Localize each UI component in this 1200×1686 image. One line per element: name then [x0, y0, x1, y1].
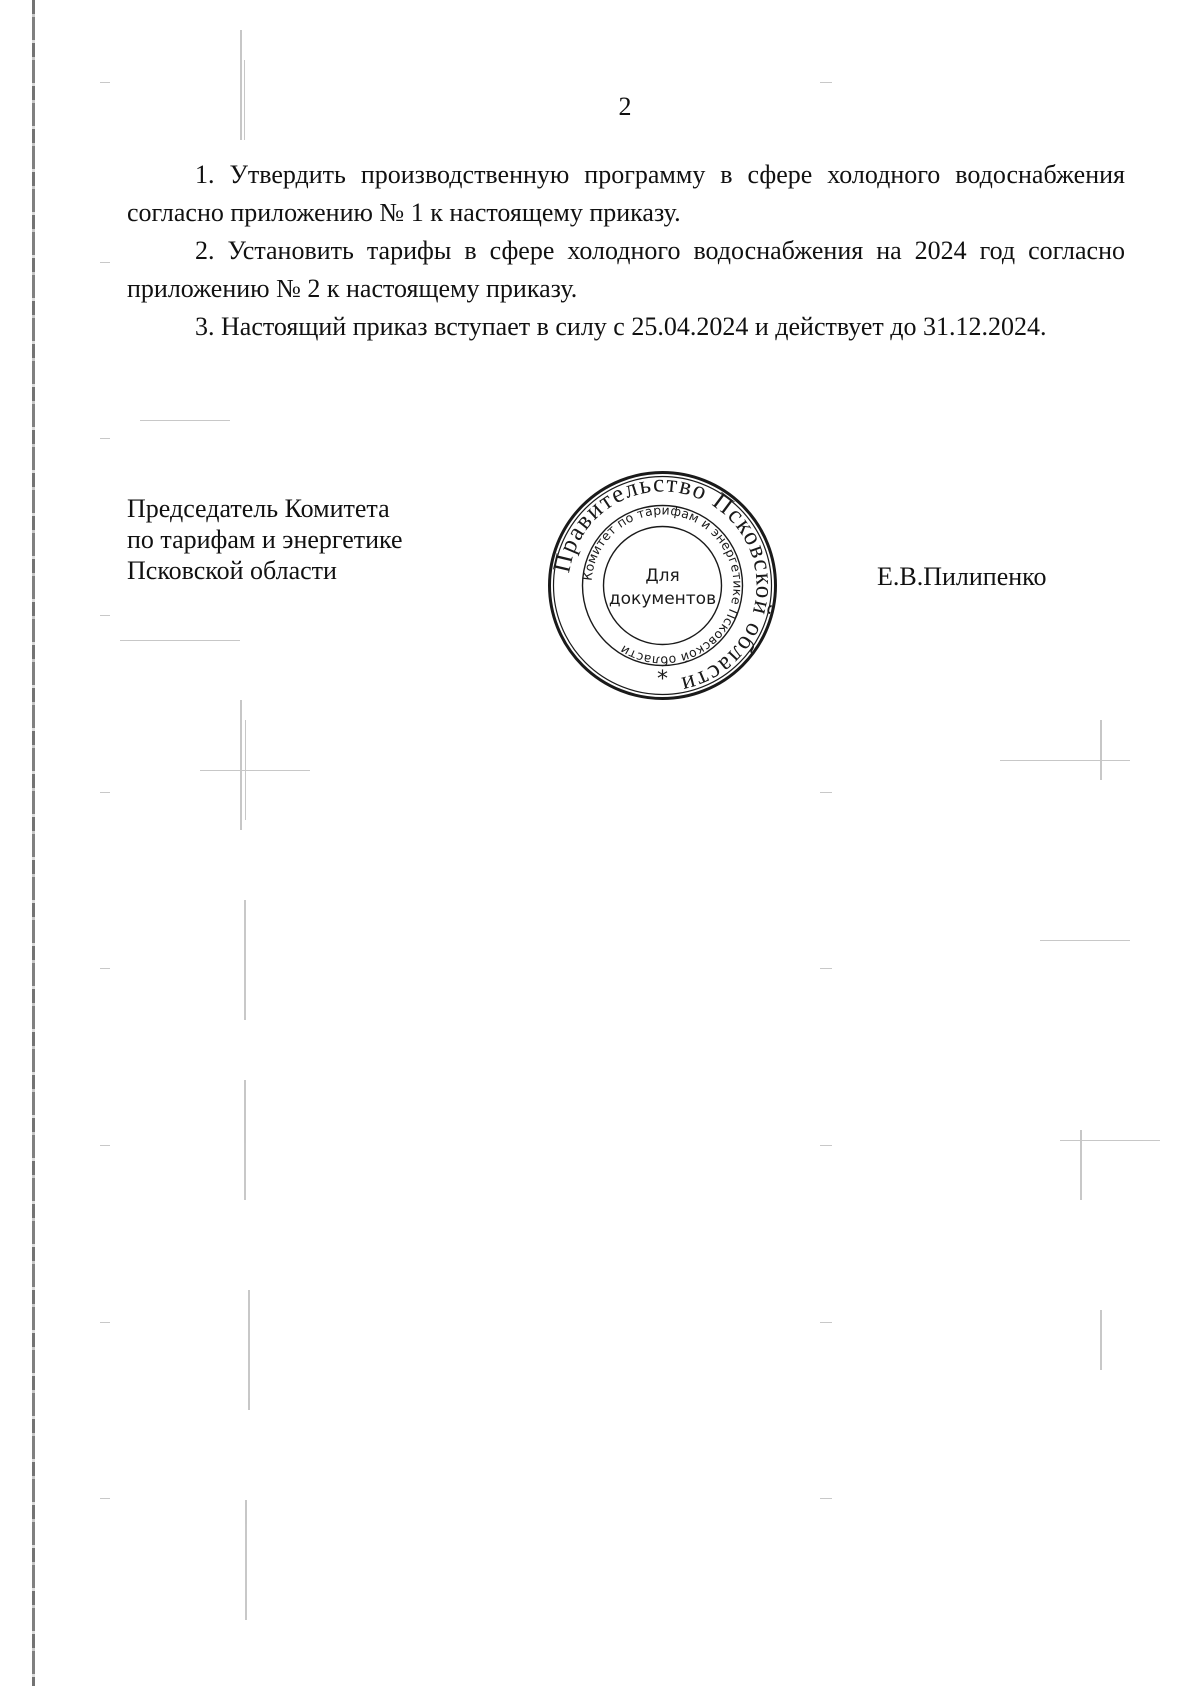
seal-inner-text: Комитет по тарифам и энергетике Псковской области [579, 502, 746, 669]
signatory-position [127, 493, 403, 586]
seal-center-line-2: документов [608, 589, 717, 609]
position-line-1: Председатель Комитета [127, 494, 390, 523]
seal-outer-text: Правительство Псковской области [548, 470, 778, 699]
scan-border-line [32, 0, 35, 1686]
signatory-name: Е.В.Пилипенко [877, 562, 1047, 591]
paragraph-2: 2. Установить тарифы в сфере холодного водоснабжения на 2024 год согласно приложению № 2 к настоящему приказу. [127, 236, 1125, 303]
order-body [127, 156, 1125, 346]
position-line-2: по тарифам и энергетике [127, 525, 403, 554]
position-line-3: Псковской области [127, 556, 337, 585]
page-number: 2 [618, 92, 632, 121]
official-seal [545, 468, 780, 703]
seal-center-line-1: Для [645, 566, 680, 586]
seal-star-icon: * [657, 667, 668, 692]
paragraph-3: 3. Настоящий приказ вступает в силу с 25.04.2024 и действует до 31.12.2024. [195, 312, 1047, 341]
paragraph-1: 1. Утвердить производственную программу в сфере холодного водоснабжения согласно приложению № 1 к настоящему приказу. [127, 160, 1125, 227]
